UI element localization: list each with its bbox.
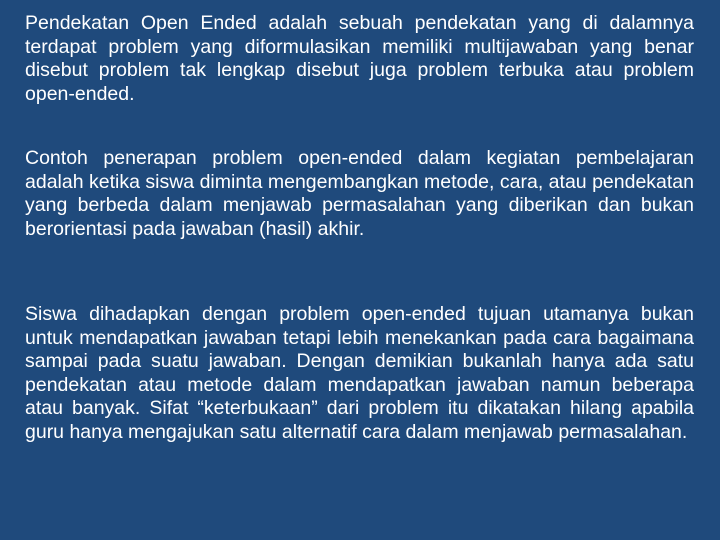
paragraph-open-ended-example: Contoh penerapan problem open-ended dalam kegiatan pembelajaran adalah ketika siswa diminta mengembangkan metode, cara, atau pendekatan yang berbeda dalam menjawab permasalahan yang diberikan dan bukan berorientasi pada jawaban (hasil) akhir. bbox=[25, 147, 694, 240]
paragraph-open-ended-purpose: Siswa dihadapkan dengan problem open-ended tujuan utamanya bukan untuk mendapatkan jawaban tetapi lebih menekankan pada cara bagaimana sampai pada suatu jawaban. Dengan demikian bukanlah hanya ada satu pendekatan atau metode dalam mendapatkan jawaban namun beberapa atau banyak. Sifat “keterbukaan” dari problem itu dikatakan hilang apabila guru hanya mengajukan satu alternatif cara dalam menjawab permasalahan. bbox=[25, 303, 694, 443]
paragraph-open-ended-definition: Pendekatan Open Ended adalah sebuah pendekatan yang di dalamnya terdapat problem yang diformulasikan memiliki multijawaban yang benar disebut problem tak lengkap disebut juga problem terbuka atau problem open-ended. bbox=[25, 12, 694, 105]
